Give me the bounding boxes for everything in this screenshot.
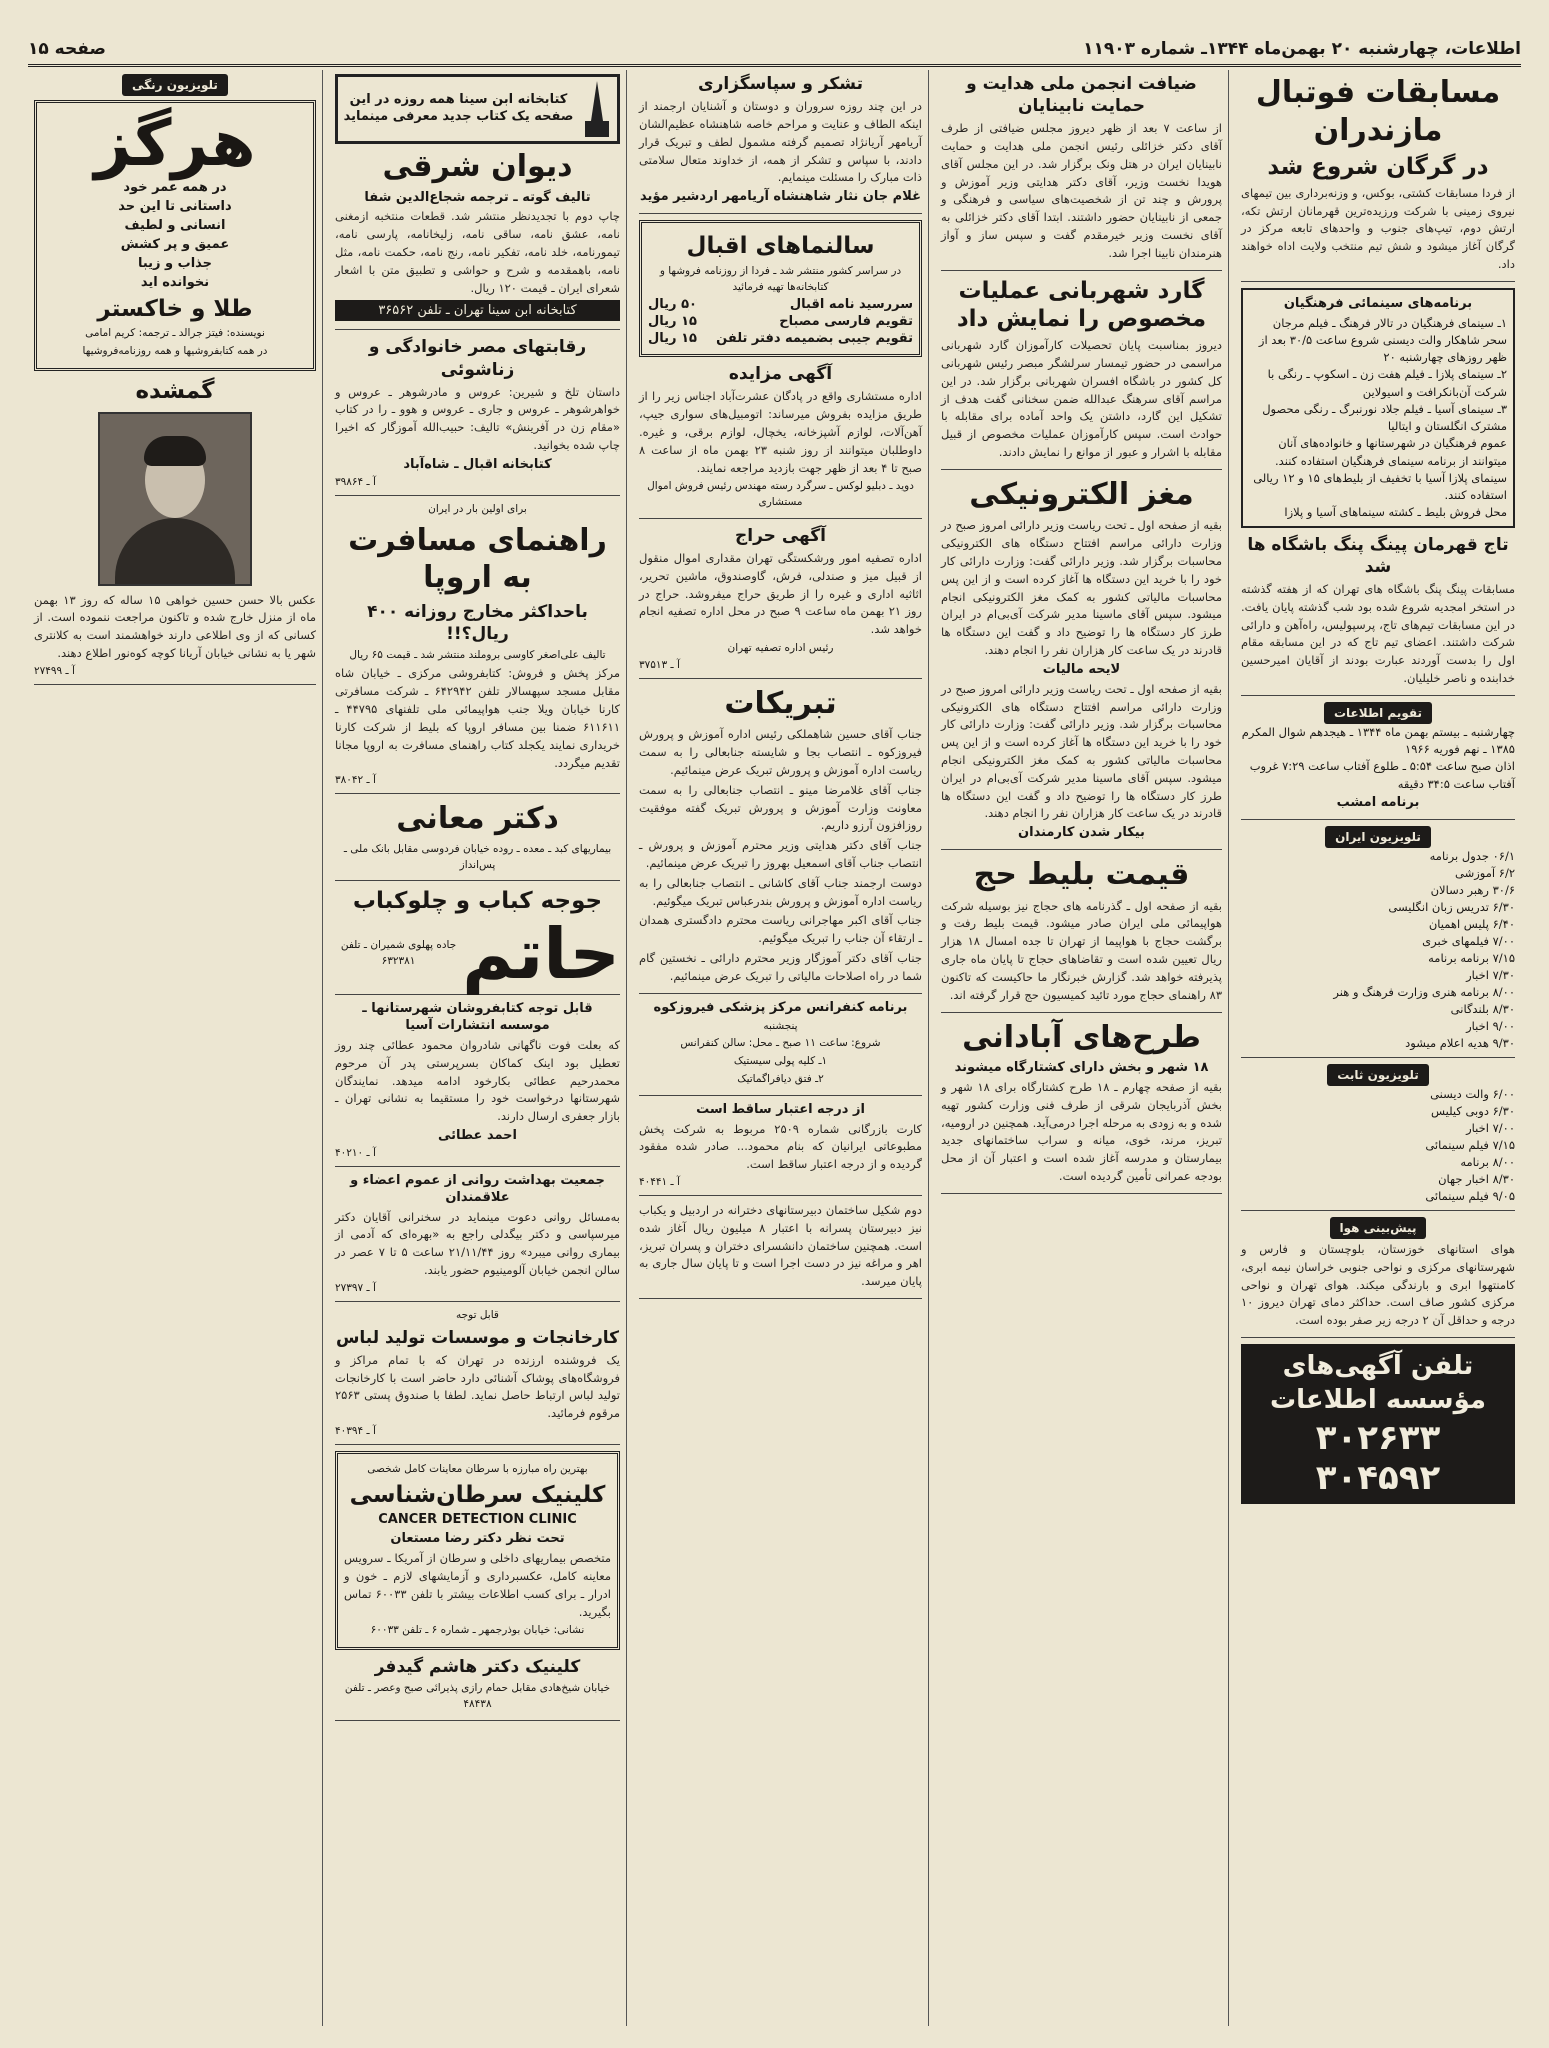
hargez-line: در همه عمر خود <box>123 180 227 196</box>
europe-author: تالیف علی‌اصغر کاوسی بروملند منتشر شد ـ قیمت ۶۵ ریال <box>349 648 606 661</box>
tv2-item: ۶/۰۰ والت دیسنی <box>1430 1086 1515 1101</box>
conference-title: برنامه کنفرانس مرکز پزشکی فیروزکوه <box>653 999 908 1015</box>
weather-section <box>1241 1217 1515 1338</box>
eqbal-almanac-ad <box>639 220 922 357</box>
factories-kicker: قابل توجه <box>456 1308 499 1321</box>
cinema-programs-title: برنامه‌های سینمائی فرهنگیان <box>1283 295 1473 311</box>
tv-item: ۷/۰۰ فیلمهای خبری <box>1422 933 1515 948</box>
tower-logo-icon <box>581 81 613 137</box>
auction-sign: دوید ـ دبلیو لوکس ـ سرگرد رسته مهندس رئیس فروش اموال مستشاری <box>647 480 914 509</box>
phone-number-2: ۳۰۴۵۹۲ <box>1315 1457 1441 1498</box>
phone-number-1: ۳۰۲۶۳۳ <box>1315 1417 1441 1458</box>
development-title: طرح‌های آبادانی <box>962 1019 1201 1055</box>
conference-line: ۱ـ کلیه پولی سیستیک <box>733 1055 828 1068</box>
tv2-icon: تلویزیون ثابت <box>1327 1064 1429 1086</box>
congrats-item: جناب آقای دکتر آموزگار وزیر محترم دارائی ـ نخستین گام شما در راه اصلاحات مالیاتی را تبریک عرض مینمائیم. <box>639 951 922 983</box>
cancer-clinic-ad <box>335 1451 620 1650</box>
column-5 <box>28 70 323 2026</box>
calendar-badge: تقویم اطلاعات <box>1324 702 1432 724</box>
blind-title: ضیافت انجمن ملی هدایت و حمایت نابینایان <box>966 74 1197 117</box>
congrats-item: جناب آقای غلامرضا مینو ـ انتصاب جنابعالی را به سمت معاونت وزارت آموزش و پرورش تبریک گفته موفقیت روزافزون آرزو داریم. <box>639 782 922 833</box>
asia-publishing-ad <box>335 1001 620 1167</box>
hargez-book: طلا و خاکستر <box>97 295 253 322</box>
weather-icon: پیش‌بینی هوا <box>1330 1217 1427 1239</box>
eqbal-item-name: تقویم فارسی مصباح <box>779 314 913 330</box>
schools-body: دوم شکیل ساختمان دبیرستانهای دخترانه در اردبیل و یکباب نیز دبیرستان پسرانه با اعتبار ۸ میلیون ریال آغاز شده است. همچنین ساختمان دانشسرای دختران و پسران تبریز، اهر و مراغه نیز در دست اجرا است و تا پایان سال جاری به پایان میرسد. <box>639 1202 922 1289</box>
pingpong-article <box>1241 534 1515 696</box>
void-body: کارت بازرگانی شماره ۲۵۰۹ مربوط به شرکت پخش مطبوعاتی ایرانیان که بنام محمود... صادر شده مفقود گردیده و از درجه اعتبار ساقط است. <box>639 1121 922 1172</box>
asia-body: که بعلت فوت ناگهانی شادروان محمود عطائی چند روز تعطیل بود اینک کماکان بسرپرستی پدر آن مرحوم محمدرحیم عطائی بکارخود ادامه میدهد. نمایندگان شهرستانها درخواست خود را مستقیما به نشانی تهران ـ بازار جعفری ارسال دارند. <box>335 1037 620 1124</box>
guard-body: دیروز بمناسبت پایان تحصیلات کارآموزان گارد شهربانی مراسمی در حضور تیمسار سرلشگر مبصر رئیس شهربانی کل کشور در باشگاه افسران شهربانی برگزار شد. در این مراسم آقای سرهنگ عبدالله ضمن سخنانی گفت هدف از تشکیل این گارد، داشتن یک واحد آماده برای مقابله با حوادث است. سپس کارآموزان عملیات مخصوص از قبیل مقابله با اشرار و عبور از موانع را نمایش دادند. <box>941 338 1222 460</box>
congrats-title: تبریکات <box>724 685 837 721</box>
rivalry-shop: کتابخانه اقبال ـ شاه‌آباد <box>403 456 552 472</box>
blind-society-article <box>941 73 1222 271</box>
header-issue: اطلاعات، چهارشنبه ۲۰ بهمن‌ماه ۱۳۴۴ـ شماره ۱۱۹۰۳ <box>1083 39 1521 59</box>
football-subtitle: در گرگان شروع شد <box>1267 154 1489 180</box>
column-1 <box>1235 70 1521 2026</box>
auction-body: اداره مستشاری واقع در پادگان عشرت‌آباد اجناس زیر را از طریق مزایده بفروش میرساند: اتومبیل‌های سواری جیپ، آهن‌آلات، لوازم آشپزخانه، یخچال، لوازم برقی، و غیره. داوطلبان میتوانند از روز شنبه ۲۳ بهمن ماه از ساعت ۸ صبح تا ۴ بعد از ظهر جهت بازدید مراجعه نمایند. <box>639 389 922 475</box>
europe-code: آ ـ ۳۸۰۴۲ <box>335 774 376 787</box>
tv2-item: ۶/۳۰ دوبی کیلیس <box>1430 1103 1515 1118</box>
development-article <box>941 1019 1222 1194</box>
hargez-line: انسانی و لطیف <box>124 217 226 233</box>
gidfar-body: خیابان شیخ‌هادی مقابل حمام رازی پذیرائی صبح وعصر ـ تلفن ۴۸۴۳۸ <box>344 1682 611 1711</box>
health-body: به‌مسائل روانی دعوت مینماید در سخنرانی آقایان دکتر میرسپاسی و دکتر بیگدلی راجع به «بهره‌ای که آدمی از بیماری روانی میبرد» روز ۲۱/۱۱/۴۴ ساعت ۵ تا ۷ عصر در سالن انجمن خیابان آلومینیوم حضور یابند. <box>335 1209 620 1278</box>
auction2-title: آگهی حراج <box>735 525 826 546</box>
development-sub: ۱۸ شهر و بخش دارای کشتارگاه میشوند <box>954 1060 1209 1076</box>
gidfar-clinic-ad <box>335 1656 620 1721</box>
europe-body: مرکز پخش و فروش: کتابفروشی مرکزی ـ خیابان شاه مقابل مسجد سپهسالار تلفن ۶۴۲۹۴۲ ـ شرکت مسافرتی کارنا خیابان ویلا جنب هواپیمائی ملی تلفنهای ۴۴۷۹۵ ـ ۶۱۱۶۱۱ ضمنا بین مسافر اروپا که بلیط از شرکت کارنا خریداری نمایند یکجلد کتاب راهنمای مسافرت به اروپا مجانا تقدیم میگردد. <box>335 666 621 770</box>
hajj-article <box>941 856 1222 1012</box>
congrats-item: جناب آقای دکتر هدایتی وزیر محترم آموزش و پرورش ـ انتصاب جناب آقای اسمعیل بهروز را تبریک عرض مینمائیم. <box>639 838 922 871</box>
tv-icon: تلویزیون ایران <box>1325 826 1431 848</box>
asia-code: آ ـ ۴۰۲۱۰ <box>335 1146 376 1159</box>
conference-line: شروع: ساعت ۱۱ صبح ـ محل: سالن کنفرانس <box>680 1037 881 1050</box>
conference-line: ۲ـ فتق دیافراگماتیک <box>737 1072 824 1085</box>
hatam-restaurant-ad <box>335 887 620 995</box>
cancer-english: CANCER DETECTION CLINIC <box>378 1512 577 1528</box>
tv2-item: ۷/۱۵ فیلم سینمائی <box>1425 1137 1515 1152</box>
factories-title: کارخانجات و موسسات تولید لباس <box>335 1327 620 1348</box>
auction-notice <box>639 363 922 519</box>
health-title: جمعیت بهداشت روانی از عموم اعضاء و علاقمندان <box>350 1172 605 1205</box>
tv-item: ۹/۰۰ اخبار <box>1466 1018 1515 1033</box>
football-lead: از فردا مسابقات کشتی، بوکس، و وزنه‌برداری بین تیمهای نیروی زمینی با شرکت ورزیده‌ترین قهرمانان ارتش تکه، ارتش دوم، تیپ‌های جنوب و واحدهای تابعه مرکز در گرگان آغاز میشود و شش تیم منتخب ولایت اداه خواهند داد. <box>1241 185 1515 271</box>
thanks-title: تشکر و سپاسگزاری <box>698 74 863 94</box>
conference-notice <box>639 1000 922 1096</box>
tv-item: ۶/۳۰ تدریس زبان انگلیسی <box>1388 899 1515 914</box>
tv-item: ۹/۳۰ هدیه اعلام میشود <box>1405 1035 1515 1050</box>
rivalry-title: رقابتهای مصر خانوادگی و زناشوئی <box>368 337 587 380</box>
cinema-program-item: عموم فرهنگیان در شهرستانها و خانواده‌های آنان میتوانند از برنامه سینمای فرهنگیان استفاده کنند. <box>1275 436 1507 468</box>
football-title: مسابقات فوتبال مازندران <box>1255 75 1501 148</box>
mental-health-ad <box>335 1173 620 1302</box>
ibn-sina-ad <box>335 74 620 330</box>
hajj-title: قیمت بلیط حج <box>973 857 1190 893</box>
brain-body-repeat: بقیه از صفحه اول ـ تحت ریاست وزیر دارائی امروز صبح در وزارت دارائی مراسم افتتاح دستگاه های الکترونیکی محاسبات برگزار شد. وزیر دارائی گفت: وزارت دارائی کار خود را با خرید این دستگاه ها آغاز کرده است و از این پس محاسبات مالیاتی کشور به کمک مغز الکترونیکی انجام میشود. سپس آقای ماسینا مدیر شرکت آی‌بی‌ام در ایران طرز کار دستگاه ها را توضیح داد و گفت این دستگاه ها قادرند در یک ساعت کار هزاران نفر را انجام دهند. <box>940 681 1222 821</box>
auction2-code: آ ـ ۳۷۵۱۳ <box>639 658 680 671</box>
auction2-sign: رئیس اداره تصفیه تهران <box>727 642 834 655</box>
void-title: از درجه اعتبار ساقط است <box>696 1101 865 1117</box>
brain-sub2: بیکار شدن کارمندان <box>1018 825 1145 841</box>
hajj-body: بقیه از صفحه اول ـ گذرنامه های حجاج نیز بوسیله شرکت هواپیمائی ملی ایران صادر میشود. قیمت بلیط رفت و برگشت حجاج با هواپیما از تهران تا جده امسال ۱۸ هزار ریال تعیین شده است و تقاضاهای حجاج تا پایان ماه جاری پذیرفته خواهد شد. گزارش خبرنگار ما حاکیست که تاکنون ۸۳ راهنمای حجاج مورد تائید کمیسیون حج قرار گرفته اند. <box>941 898 1222 1002</box>
blind-body: از ساعت ۷ بعد از ظهر دیروز مجلس ضیافتی از طرف آقای دکتر خزائلی رئیس انجمن ملی هدایت و حمایت نابینایان ایران در هتل ونک برگزار شد. در این مجلس آقای هویدا نخست وزیر، آقای دکتر هدایتی وزیر آموزش و پرورش و چند تن از شخصیت‌های سیاسی و فرهنگی و جمعی از نابینایان حضور داشتند. ابتدا آقای دکتر خزائلی به آقای نخست وزیر خیرمقدم گفت و سپس ساز و آواز هنرمندان نابینا اجرا شد. <box>941 121 1222 260</box>
brain-sub1: لایحه مالیات <box>1042 661 1121 677</box>
hargez-shops: در همه کتابفروشیها و همه روزنامه‌فروشیها <box>82 345 268 358</box>
column-3 <box>633 70 929 2026</box>
pingpong-title: تاج قهرمان پینگ پنگ باشگاه ها شد <box>1247 534 1509 577</box>
calendar-line: برنامه امشب <box>1336 794 1420 810</box>
cancer-doctor: تحت نظر دکتر رضا مستعان <box>390 1531 565 1547</box>
auction2-body: اداره تصفیه امور ورشکستگی تهران مقداری اموال منقول از قبیل میز و صندلی، فرش، گاوصندوق، ماشین تحریر، اثاثیه اداری و غیره را از طریق حراج میفروشد. حراج در روز ۲۱ بهمن ماه ساعت ۹ صبح در محل اداره تصفیه انجام خواهد شد. <box>639 551 922 637</box>
guard-article <box>941 277 1222 470</box>
congratulations-section <box>639 685 922 994</box>
cinema-program-item: ۳ـ سینمای آسیا ـ فیلم جلاد نورنبرگ ـ رنگی محصول مشترک انگلستان و ایتالیا <box>1262 401 1507 434</box>
hargez-line: داستانی تا این حد <box>118 199 232 215</box>
tv-item: ۰۶/۱ جدول برنامه <box>1429 848 1515 863</box>
tv-item: ۷/۱۵ برنامه برنامه <box>1428 950 1515 965</box>
doctor-ad <box>335 800 620 881</box>
column-2 <box>935 70 1229 2026</box>
doctor-body: بیماریهای کبد ـ معده ـ روده خیابان فردوسی مقابل بانک ملی ـ پس‌انداز <box>343 842 612 871</box>
factories-code: آ ـ ۴۰۳۹۴ <box>335 1424 376 1437</box>
page-header <box>28 34 1521 67</box>
calendar-section <box>1241 702 1515 820</box>
tv2-item: ۹/۰۵ فیلم سینمائی <box>1425 1188 1515 1203</box>
eqbal-lead: در سراسر کشور منتشر شد ـ فردا از روزنامه فروشها و کتابخانه‌ها تهیه فرمائید <box>659 264 902 293</box>
eqbal-price-row <box>648 314 913 329</box>
weather-body: هوای استانهای خوزستان، بلوچستان و فارس و شهرستانهای مرکزی و نواحی جنوبی خراسان نیمه ابری، کامنتهوا ابری و بارندگی میکند. هوای تهران و نواحی مرکزی کشور صاف است. حداکثر دمای تهران دیروز ۱۰ درجه و حداقل آن ۲ درجه زیر صفر بوده است. <box>1241 1241 1515 1328</box>
ibn-sina-banner-text: کتابخانه ابن سینا همه روزه در این صفحه یک کتاب جدید معرفی مینماید <box>343 92 574 124</box>
brain-title: مغز الکترونیکی <box>969 476 1194 512</box>
europe-title: راهنمای مسافرت به اروپا <box>348 522 607 596</box>
ibn-sina-banner <box>335 74 620 144</box>
void-notice <box>639 1102 922 1196</box>
calendar-line: چهارشنبه ـ بیستم بهمن ماه ۱۳۴۴ ـ هیجدهم شوال المکرم ۱۳۸۵ ـ نهم فوریه ۱۹۶۶ <box>1241 724 1515 757</box>
rivalry-body: داستان تلخ و شیرین: عروس و مادرشوهر ـ عروس و خواهرشوهر ـ عروس و جاری ـ عروس و هوو ـ را در کتاب «مقام زن در آفرینش» تالیف: حبیب‌الله آموزگار که اخیرا چاپ شده بخوانید. <box>335 384 620 453</box>
cancer-kicker: بهترین راه مبارزه با سرطان معاینات کامل شخصی <box>367 1462 588 1475</box>
thanks-sign: غلام جان نثار شاهنشاه آریامهر اردشیر مؤید <box>640 189 921 205</box>
europe-sub: باحداکثر مخارج روزانه ۴۰۰ ریال؟!! <box>367 601 588 644</box>
calendar-line: اذان صبح ساعت ۵:۵۴ ـ طلوع آفتاب ساعت ۷:۲۹ غروب آفتاب ساعت ۳۴:۵ دقیقه <box>1249 759 1515 791</box>
eqbal-item-name: سررسید نامه اقبال <box>789 297 913 313</box>
cinema-program-item: سینمای پلازا آسیا با تخفیف از بلیط‌های ۱۵ و ۱۲ ریالی استفاده کنند. <box>1253 470 1507 503</box>
tv-schedule-1 <box>1241 826 1515 1058</box>
hargez-line: نخوانده اید <box>140 274 210 290</box>
asia-sign: احمد عطائی <box>437 1127 518 1143</box>
hatam-top: جوجه کباب و چلوکباب <box>352 888 603 915</box>
ibn-sina-phone: کتابخانه ابن سینا تهران ـ تلفن ۳۶۵۶۲ <box>335 300 620 321</box>
tv-item: ۶/۴۰ پلیس اهمیان <box>1428 916 1515 931</box>
tv-item: ۶/۲ آموزشی <box>1455 865 1515 880</box>
tv-item: ۳۰/۶ رهبر دسالان <box>1430 882 1515 897</box>
schools-article <box>639 1202 922 1299</box>
hargez-line: عمیق و پر کشش <box>120 236 230 252</box>
diwan-author: تالیف گوته ـ ترجمه شجاع‌الدین شفا <box>364 189 591 205</box>
tv2-item: ۸/۳۰ اخبار جهان <box>1438 1171 1515 1186</box>
tv2-item: ۷/۰۰ اخبار <box>1466 1120 1515 1135</box>
column-4 <box>329 70 627 2026</box>
health-code: آ ـ ۲۷۳۹۷ <box>335 1281 376 1294</box>
header-page-number: صفحه ۱۵ <box>28 39 106 59</box>
cancer-address: نشانی: خیابان بوذرجمهر ـ شماره ۶ ـ تلفن ۶۰۰۳۳ <box>370 1624 585 1637</box>
cancer-body: متخصص بیماریهای داخلی و سرطان از آمریکا ـ سرویس معاینه کامل، عکسبرداری و آزمایشهای لازم ـ خون و ادرار ـ برای کسب اطلاعات بیشتر با تلفن ۶۰۰۳۳ تماس بگیرید. <box>344 1551 611 1619</box>
eqbal-item-price: ۱۵ ریال <box>648 331 697 347</box>
phone-ad-box <box>1241 1344 1515 1504</box>
pingpong-body: مسابقات پینگ پنگ باشگاه های تهران که از هفته گذشته در استخر امجدیه شروع شده بود شب گذشته پایان یافت. در این مسابقات تیم‌های تاج، پرسپولیس، راه‌آهن و دارائی شرکت داشتند. اعضای تیم تاج که در این مسابقه مقام اول را بدست آوردند عبارت بودند از آقایان امیرحسین خدابنده و ناصر خلیلیان. <box>1241 581 1515 685</box>
eqbal-price-row <box>648 297 913 312</box>
lost-code: آ ـ ۲۷۴۹۹ <box>34 664 75 677</box>
europe-kicker: برای اولین بار در ایران <box>428 502 527 515</box>
cancer-title: کلینیک سرطان‌شناسی <box>349 1481 606 1508</box>
tv-item: ۸/۳۰ بلندگانی <box>1450 1001 1515 1016</box>
brain-body: بقیه از صفحه اول ـ تحت ریاست وزیر دارائی امروز صبح در وزارت دارائی مراسم افتتاح دستگاه های الکترونیکی محاسبات برگزار شد. وزیر دارائی گفت: وزارت دارائی کار خود را با خرید این دستگاه ها آغاز کرده است و از این پس محاسبات مالیاتی کشور به کمک مغز الکترونیکی انجام میشود. سپس آقای ماسینا مدیر شرکت آی‌بی‌ام در ایران طرز کار دستگاه ها را توضیح داد و گفت این دستگاه ها قادرند در یک ساعت کار هزاران نفر را انجام دهند. <box>940 518 1222 658</box>
doctor-title: دکتر معانی <box>396 801 559 837</box>
thanks-body: در این چند روزه سروران و دوستان و آشنایان ارجمند از اینکه الطاف و عنایت و مراحم خاصه شاهنشاه عظیم‌الشان آریامهر آریانژاد تصمیم گرفته مشمول لطف و تبریک قرار دادند، با سپاس و تشکر از همه، از خداوند متعال سلامتی ذات مبارک را مسئلت مینمایم. <box>639 99 922 185</box>
cinema-program-item: ۲ـ سینمای پلازا ـ فیلم هفت زن ـ اسکوپ ـ رنگی با شرکت آن‌بانکرافت و اسیولاین <box>1267 367 1507 399</box>
diwan-body: چاپ دوم با تجدیدنظر منتشر شد. قطعات منتخبه ازمغنی نامه، عشق نامه، ساقی نامه، زلیخانامه، پارسی نامه، تیمورنامه، خلد نامه، تفکیر نامه، رنج نامه، حکمت نامه، مثل نامه، باهمقدمه و شرح و حواشی و تطبیق متن با اشعار شعرای ایران ـ قیمت ۱۲۰ ریال. <box>335 209 620 295</box>
eqbal-item-price: ۱۵ ریال <box>648 314 697 330</box>
auction-title: آگهی مزایده <box>728 364 833 385</box>
gidfar-title: کلینیک دکتر هاشم گیدفر <box>374 1657 581 1678</box>
hargez-author: نویسنده: فیتز جرالد ـ ترجمه: کریم امامی <box>85 327 265 340</box>
tv-item: ۸/۰۰ برنامه هنری وزارت فرهنگ و هنر <box>1333 984 1515 999</box>
diwan-title: دیوان شرقی <box>382 149 573 184</box>
football-article <box>1241 74 1515 282</box>
guard-title: گارد شهربانی عملیات مخصوص را نمایش داد <box>956 277 1207 333</box>
eqbal-price-row <box>648 331 913 346</box>
bankruptcy-auction-notice <box>639 525 922 679</box>
lost-person-notice <box>34 377 316 685</box>
europe-guide-ad <box>335 502 620 795</box>
tv2-item: ۸/۰۰ برنامه <box>1460 1154 1515 1169</box>
lost-person-photo <box>98 412 252 586</box>
electronic-brain-article <box>941 476 1222 850</box>
void-code: آ ـ ۴۰۴۴۱ <box>639 1175 680 1188</box>
hatam-name: حاتم <box>462 913 620 996</box>
hargez-book-ad <box>34 100 316 371</box>
factories-body: یک فروشنده ارزنده در تهران که با تمام مراکز و فروشگاه‌های پوشاک آشنائی دارد حاضر است با کارخانجات تولید لباس ارتباط حاصل نماید. لطفا با صندوق پستی ۲۵۶۳ مرقوم فرمائید. <box>335 1352 620 1421</box>
eqbal-title: سالنماهای اقبال <box>686 233 875 260</box>
rivalry-ad <box>335 336 620 495</box>
development-body: بقیه از صفحه چهارم ـ ۱۸ طرح کشتارگاه برای ۱۸ شهر و بخش آذربایجان شرقی از طرف فنی وزارت کشور تهیه شده و به زودی به مرحله اجرا درمی‌آید. همچنین در ارومیه، تبریز، مرند، خوی، میانه و سراب ساختمانهای جدید بیمارستان و مدرسه آغاز شده است و اعتبار آن از محل بودجه عمرانی تأمین گردیده است. <box>941 1079 1222 1183</box>
eqbal-item-name: تقویم جیبی بضمیمه دفتر تلفن <box>716 331 913 347</box>
tv-item: ۷/۳۰ اخبار <box>1466 967 1515 982</box>
congrats-item: جناب آقای حسین شاهملکی رئیس اداره آموزش و پرورش فیروزکوه ـ انتصاب بجا و شایسته جنابعالی را به سمت ریاست اداره آموزش و پرورش تبریک عرض مینمائیم. <box>639 727 922 777</box>
cinema-program-item: ۱ـ سینمای فرهنگیان در تالار فرهنگ ـ فیلم مرجان سحر شاهکار والت دیسنی شروع ساعت ۳۰/۵ بعد از ظهر روزهای چهارشنبه ۲۰ <box>1258 315 1507 365</box>
rivalry-code: آ ـ ۳۹۸۶۴ <box>335 475 376 488</box>
lost-body: عکس بالا حسن حسین خواهی ۱۵ ساله که روز ۱۳ بهمن ماه از منزل خارج شده و تاکنون مراجعت ننموده است. از کسانی که از وی اطلاعی دارند خواهشمند است به کلانتری شهر یا به نشانی خیابان آریانا کوچه کوه‌نور اطلاع دهند. <box>34 592 317 660</box>
eqbal-item-price: ۵۰ ریال <box>648 297 697 313</box>
congrats-item: دوست ارجمند جناب آقای کاشانی ـ انتصاب جنابعالی را به ریاست اداره آموزش و پرورش بندرعباس تبریک میگوئیم. <box>639 875 922 908</box>
conference-line: پنجشنبه <box>763 1019 798 1032</box>
asia-title: قابل توجه کتابفروشان شهرستانها ـ موسسه انتشارات آسیا <box>362 1001 593 1033</box>
thanks-notice <box>639 73 922 214</box>
cinema-programs-box <box>1241 288 1515 528</box>
hargez-title: هرگز <box>94 107 256 181</box>
lost-title: گمشده <box>135 377 215 404</box>
hargez-line: جذاب و زیبا <box>137 255 213 271</box>
hatam-address: جاده پهلوی شمیران ـ تلفن ۶۳۲۳۸۱ <box>340 939 457 968</box>
tv-color-badge: تلویزیون رنگی <box>122 74 228 96</box>
cinema-program-item: محل فروش بلیط ـ کشته سینماهای آسیا و پلازا <box>1284 505 1507 520</box>
congrats-item: جناب آقای اکبر مهاجرانی ریاست محترم دادگستری همدان ـ ارتقاء آن جناب را تبریک میگوئیم. <box>639 913 922 946</box>
clothing-factories-ad <box>335 1308 620 1445</box>
phone-ad-title: تلفن آگهی‌های مؤسسه اطلاعات <box>1269 1351 1487 1415</box>
tv-schedule-2 <box>1241 1064 1515 1211</box>
